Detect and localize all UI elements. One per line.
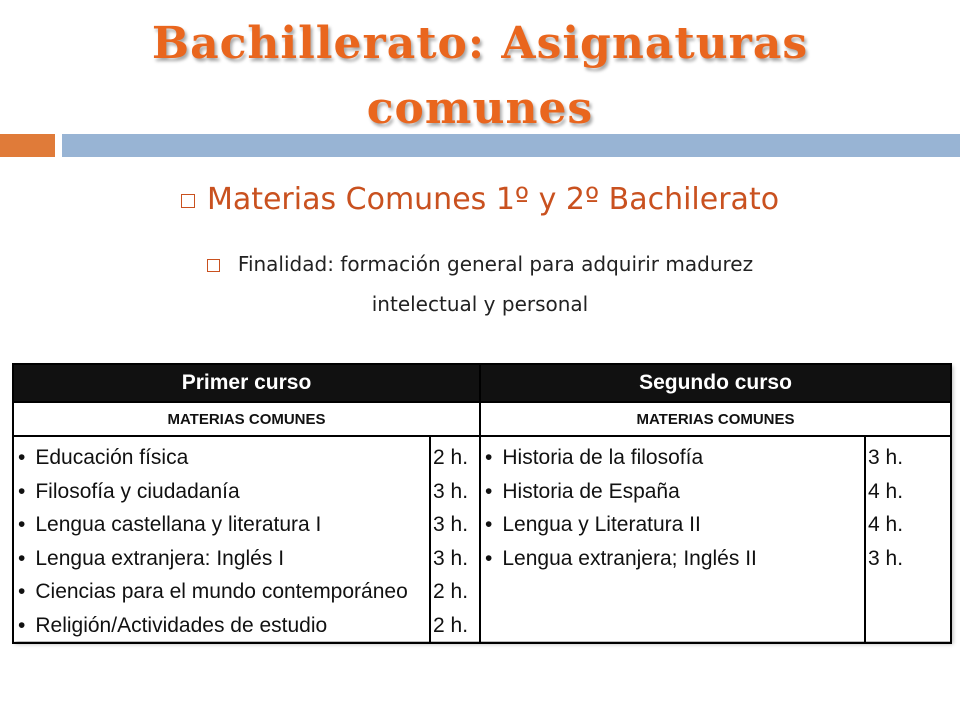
bullet-main-text: Materias Comunes 1º y 2º Bachilerato (206, 182, 780, 217)
bullet-main (0, 182, 960, 217)
subjects-table (12, 363, 950, 641)
hours-item: 2 h. (433, 613, 469, 637)
hours-item: 4 h. (868, 513, 904, 536)
second-course-subjects (481, 437, 864, 575)
square-bullet-icon (181, 194, 195, 208)
subject-item: • Ciencias para el mundo contemporáneo (18, 575, 429, 609)
header-first-course: Primer curso (13, 364, 480, 402)
hours-item: 3 h. (433, 513, 469, 536)
header-second-course: Segundo curso (480, 364, 951, 402)
first-course-subjects-cell (13, 436, 430, 643)
hours-item: 3 h. (868, 446, 904, 469)
subheader-first-course: MATERIAS COMUNES (13, 402, 480, 436)
subject-item: • Religión/Actividades de estudio (18, 609, 429, 643)
subject-item: • Lengua extranjera; Inglés II (485, 542, 864, 576)
accent-bar-blue (62, 134, 960, 157)
bullet-sub (0, 252, 960, 276)
second-course-hours-cell (865, 436, 951, 643)
subject-item: • Lengua castellana y literatura I (18, 508, 429, 542)
subject-item: • Lengua extranjera: Inglés I (18, 542, 429, 576)
subject-item: • Filosofía y ciudadanía (18, 475, 429, 509)
first-course-subjects (14, 437, 429, 642)
square-bullet-icon (207, 259, 220, 272)
slide-title-line2: comunes (366, 83, 594, 134)
slide-title-line1: Bachillerato: Asignaturas (151, 18, 809, 69)
subject-item: • Educación física (18, 441, 429, 475)
second-course-hours (866, 437, 950, 575)
first-course-hours-cell (430, 436, 480, 643)
hours-item: 4 h. (868, 479, 904, 503)
subject-item: • Historia de España (485, 475, 864, 509)
subheader-second-course: MATERIAS COMUNES (480, 402, 951, 436)
hours-item: 3 h. (868, 546, 904, 570)
subject-item: • Lengua y Literatura II (485, 508, 864, 542)
first-course-hours (431, 437, 479, 642)
bullet-sub-text-line1: Finalidad: formación general para adquirir madurez (237, 252, 754, 276)
hours-item: 2 h. (433, 580, 469, 603)
bullet-sub-text-line2: intelectual y personal (371, 292, 589, 316)
subject-item: • Historia de la filosofía (485, 441, 864, 475)
hours-item: 3 h. (433, 479, 469, 503)
hours-item: 2 h. (433, 446, 469, 469)
second-course-subjects-cell (480, 436, 865, 643)
hours-item: 3 h. (433, 546, 469, 570)
bullet-sub-continuation (0, 292, 960, 316)
accent-bar-orange (0, 134, 55, 157)
